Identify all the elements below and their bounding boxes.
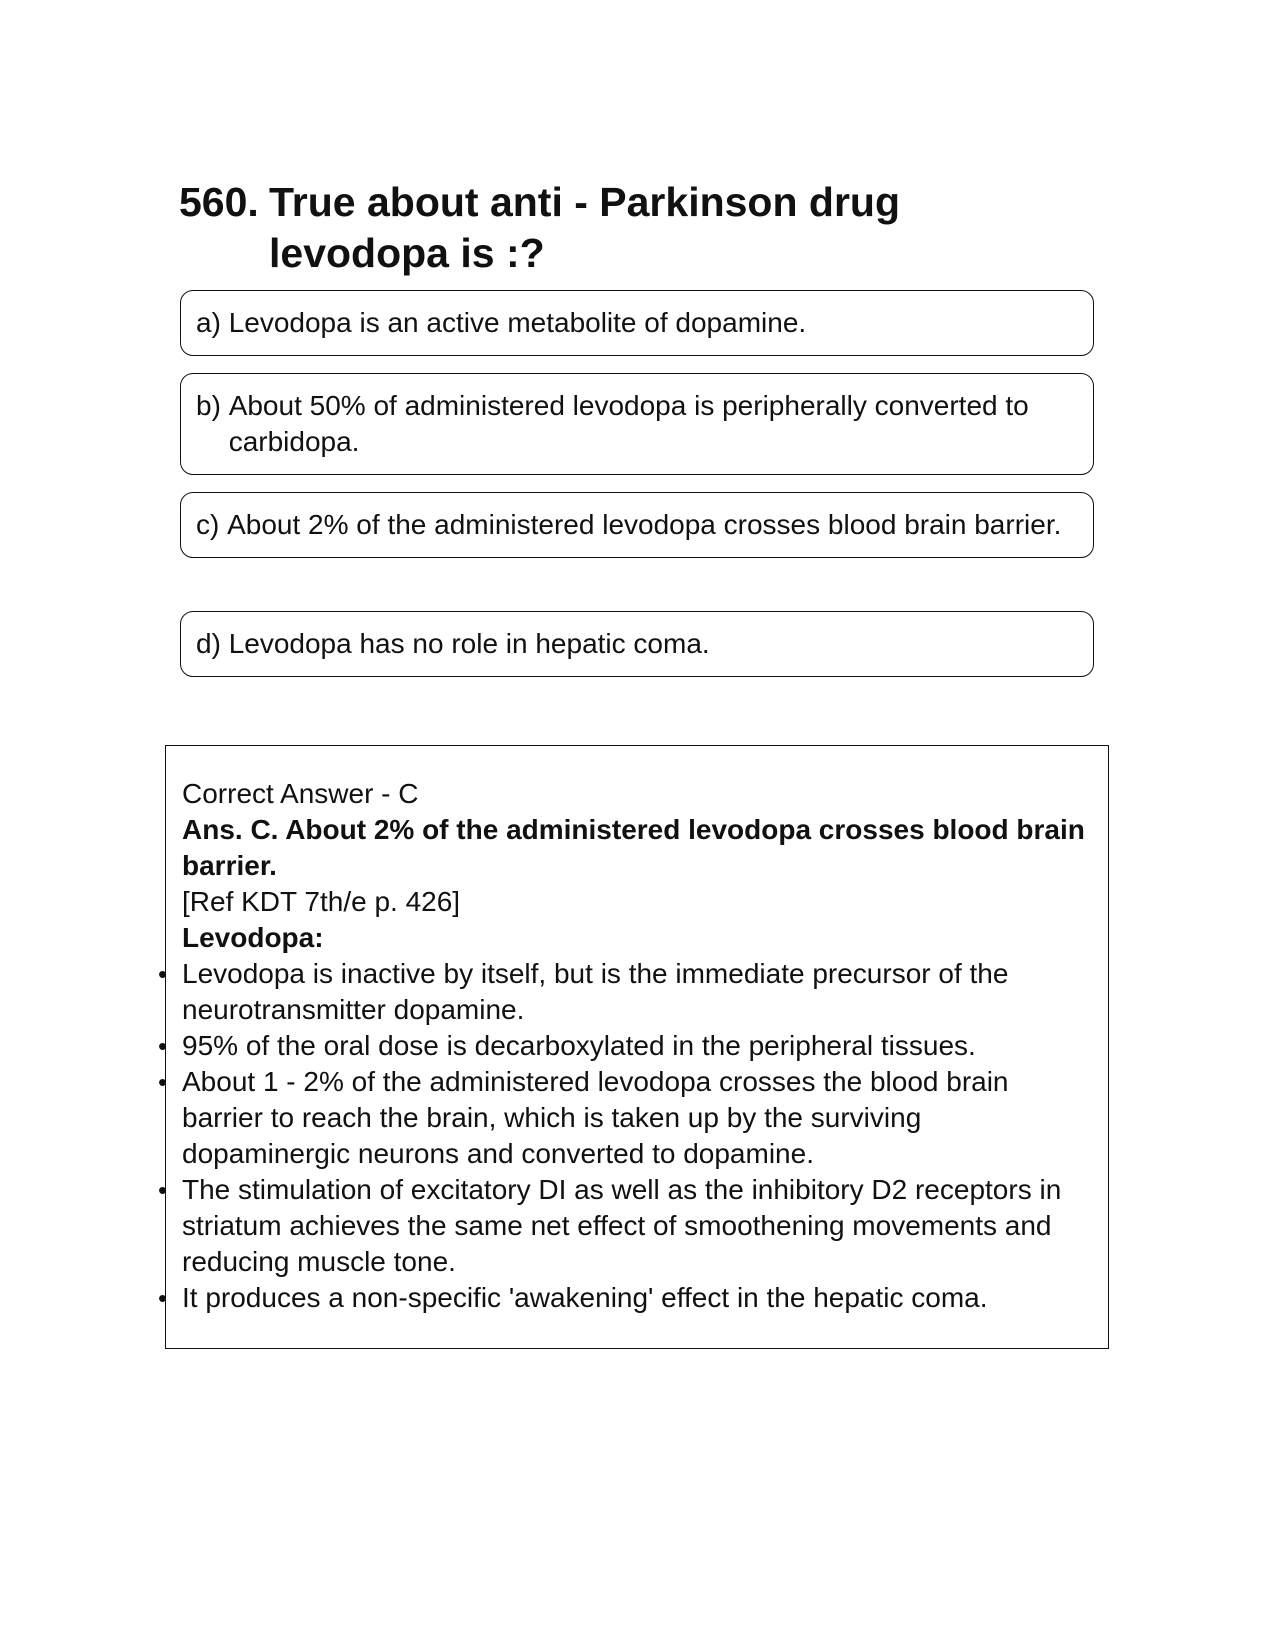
list-item	[158, 1172, 1094, 1280]
bullet-icon: •	[158, 1175, 168, 1205]
list-item	[158, 1064, 1094, 1172]
option-letter: c)	[196, 509, 228, 540]
option-letter: a)	[196, 307, 229, 338]
answer-explanation-box	[158, 745, 1109, 1349]
option-letter: d)	[196, 628, 229, 659]
bullet-text: About 1 - 2% of the administered levodopa crosses the blood brain barrier to reach the brain, which is taken up by the surviving dopaminergic neurons and converted to dopamine.	[182, 1066, 1009, 1169]
list-item	[158, 1280, 1094, 1316]
option-text: About 2% of the administered levodopa crosses blood brain barrier.	[227, 509, 1062, 540]
option-c[interactable]	[180, 492, 1094, 558]
list-item	[158, 956, 1094, 1028]
topic-heading: Levodopa:	[182, 922, 324, 953]
correct-answer-line: Correct Answer - C	[182, 778, 419, 809]
option-b[interactable]	[180, 373, 1094, 475]
bullet-text: The stimulation of excitatory DI as well as the inhibitory D2 receptors in striatum achieves the same net effect of smoothening movements and reducing muscle tone.	[182, 1174, 1062, 1277]
list-item	[158, 1028, 1094, 1064]
bullet-icon: •	[158, 1283, 168, 1313]
bullet-icon: •	[158, 959, 168, 989]
option-a[interactable]	[180, 290, 1094, 356]
answer-heading: Ans. C. About 2% of the administered levodopa crosses blood brain barrier.	[182, 814, 1085, 881]
question-number: 560.	[179, 179, 259, 225]
reference-line: [Ref KDT 7th/e p. 426]	[182, 886, 461, 917]
bullet-icon: •	[158, 1067, 168, 1097]
option-letter: b)	[196, 390, 229, 421]
bullet-icon: •	[158, 1031, 168, 1061]
option-text: About 50% of administered levodopa is peripherally converted to carbidopa.	[228, 390, 1029, 457]
bullet-text: It produces a non-specific 'awakening' effect in the hepatic coma.	[182, 1282, 988, 1313]
option-text: Levodopa has no role in hepatic coma.	[228, 628, 710, 659]
bullet-text: 95% of the oral dose is decarboxylated in the peripheral tissues.	[182, 1030, 976, 1061]
bullet-text: Levodopa is inactive by itself, but is the immediate precursor of the neurotransmitter dopamine.	[182, 958, 1009, 1025]
option-d[interactable]	[180, 611, 1094, 677]
option-text: Levodopa is an active metabolite of dopamine.	[228, 307, 807, 338]
explanation-bullet-list	[158, 956, 1094, 1316]
question-heading	[179, 177, 1079, 279]
question-text: True about anti - Parkinson drug levodopa is :?	[269, 179, 900, 276]
